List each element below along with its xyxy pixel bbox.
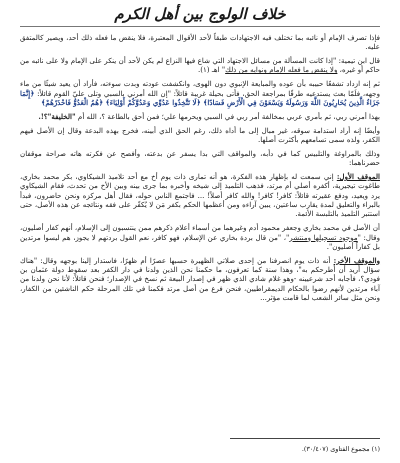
paragraph-3 (20, 79, 380, 107)
first-position-text: إني سمعت له بإظهار هذه الفكرة، هو أنه تمارى ذات يوم أخ مع أحد تلاميذ الشيكاوي، بكر محمد بخاري، طاغوت تيجيرية، أكفره أصلي أم مرتد، فذهب التلميذ إلى شيخه وأخبره بما جرى بينه وبين الأخ من تحدث، فقام الشيكاوي يرد ويعيد، ودفع عقيرته قائلاً: كافر! كافر! والله كافر أصلاً! ... فاجتمع الناس حوله، فقال أهل مركزه ونحن حاضرون، فبدأ بالبراء والتعليق لمدة يقارب ساعتين، يبين آراءه ومن أعظمها الحكم بكفر مَن لا يُكفّر على فقه ونتائجه عن هذه الأصل، حتى استتبر التلميذ بالتلبسة الأئمة. (20, 172, 380, 219)
quran-verse: ﴿إِنَّمَا جَزَاءُ الَّذِينَ يُحَارِبُونَ اللَّهَ وَرَسُولَهُ وَيَسْعَوْنَ فِي الْأَرْضِ فَسَادًا﴾ ﴿لَا تَتَّخِذُوا عَدُوِّي وَعَدُوَّكُمْ أَوْلِيَاءَ﴾ ﴿هُمُ الْعَدُوُّ فَاحْذَرْهُمْ﴾ (20, 88, 380, 107)
paragraph-1: فإذا تصرف الإمام أو نائبه بما تختلف فيه الاجتهادات طبقاً لأحد الأقوال المعتبرة، فلا ينقض ما فعله ذلك أحد، ويصير كالمتفق عليه. (20, 33, 380, 52)
underlined-note: موجود تسجيلها ومنتشر (289, 232, 358, 242)
first-position (20, 172, 380, 218)
paragraph-7 (20, 223, 380, 251)
khalifa-word: "الخليفة"؟!. (38, 111, 76, 121)
paragraph-5: وأيضًا إنه أراد استدامة سوقه، غير مبال إلى ما أداه ذلك، رغم الحق الذي أبينه، فخرج بهذه البدعة وقال إن الأصل فيهم الكفر، ولذه سمى تسامعهم بأكثرت أصلها. (20, 125, 380, 145)
page-header: خلاف الولوج بين أهل الكرم (20, 4, 380, 27)
second-position (20, 256, 380, 302)
second-position-text: أنه ذات يوم انصرفنا من إحدى صلاتي الظهيرة حسبها عصرًا أم ظهرًا، فاستدار إلينا بوجهه وقال: "هناك سؤال أريد أن أطرحكم به"، وهذا سنة كما تعرفون، ما حكمنا نحن الذين ولدنا في دار الكفر بعد سقوط دولة عثمان بن فودي؟، فأجابه أحد شرعيينه -وهو غلام شادي الذي ظهر في إصدار البيعة ثم نسخ في الإصدار؛ فنحن قائلاً: لأنا نحن ولدنا من آباء مرتدين لأنهم رضوا بالحكام الديمقراطيين، فنحن فرع من أصل مرتد فكمنا في تلك المرحلة حكم الناشئين من الكفار، ونحن مثل سائر الشعب لما قامت مؤثر... (20, 255, 380, 302)
paragraph-2-end: " اهـ (١). (197, 65, 226, 75)
underlined-quote: ولا ينقض ما فعله الإمام ونوابه من ذلك (225, 65, 338, 75)
paragraph-2-text: قال ابن تيمية: "إذا كانت المسألة من مسائل الاجتهاد التي شاع فيها النزاع لم يكن لأحد أن ينكر على الإمام ولا على نائبه من حاكم أو غيره، (20, 56, 380, 75)
paragraph-6: وذلك بالمراوغة والتلبيس كما في دأبه، والمواقف التي بدا يسفر عن بدعته، وأفصح عن فكرته هاته صراحة موقفان حضرناهما: (20, 148, 380, 168)
paragraph-7-text: أن الأصل في محمد بخاري وجعفر محمود أدم وغيرهما من أسماء أعلام ذكرهم ممن ينتسبون إلى الإسلام، أنهم كفار أصليون، وقال: " (20, 223, 381, 242)
paragraph-3-text: ثم إنه ازداد تشفعًا حبيبه بأن عوده والمبايعة الإنبوي دون الهوى، وانكشفت عودته وبدت سوءته، فأراد أن يعيد شيئًا من ماء وجهه، فلَمّا بعث يستدعيه طرقًا بمراجعة الحق، فأتى بحيلة غريبة قائلاً: "إن الله أمرني بالسبي وتلى عليّ القوم قائلاً: (20, 79, 380, 98)
footnote-divider (230, 438, 380, 439)
document-body (20, 33, 380, 302)
paragraph-4 (20, 112, 380, 121)
paragraph-7-end: "، "من قال بردة بخاري عن الإسلام، فهو كافر، نعم القول بردتهم لا يجوز، هم ليسوا مرتدين بل كفاراً أصليون". (20, 232, 380, 251)
paragraph-4-text: بهذا أمرني ربي، ثم بأمري عربي بمخالفة أمر ربي في السبي ويحرمها علي؛ فمن أحق بالطاعة ؟، الله أم (77, 111, 380, 121)
first-position-heading: الموقف الأول: (336, 172, 380, 182)
paragraph-2 (20, 56, 380, 75)
footnote: (١) مجموع الفتاوى (٣٠/٤٠٧). (301, 445, 380, 453)
second-position-heading: والموقف الأخر: (333, 255, 381, 265)
